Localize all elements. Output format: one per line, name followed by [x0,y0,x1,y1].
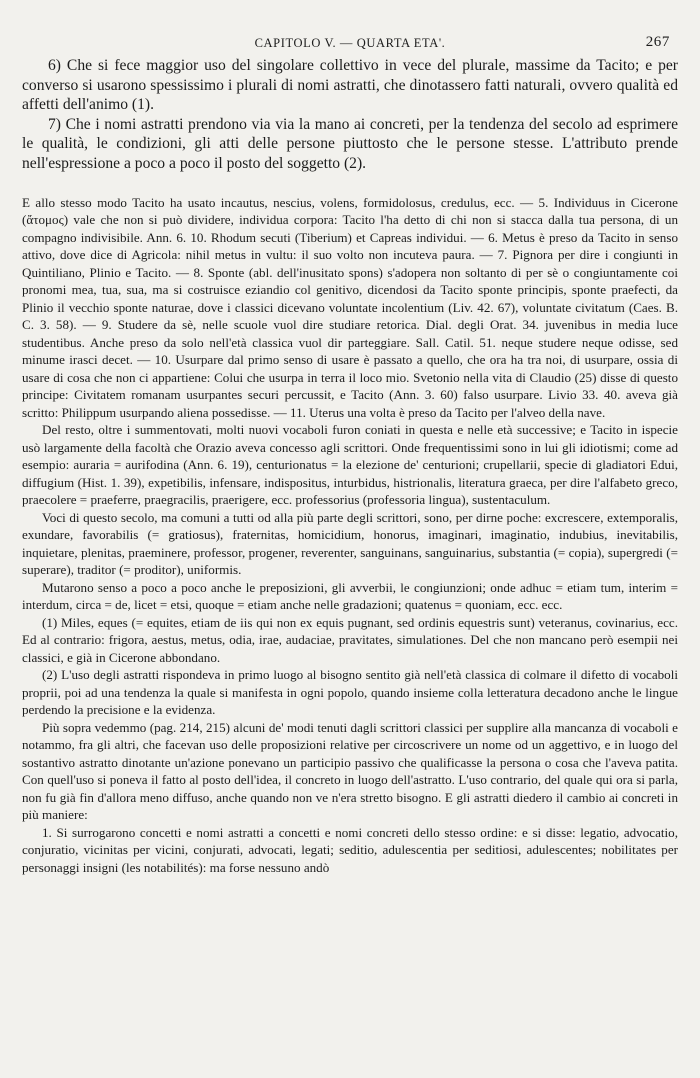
note-paragraph-common-words: Voci di questo secolo, ma comuni a tutti od alla più parte degli scrittori, sono, per dirne poche: excrescere, extemporalis, exundare, favorabilis (= gratiosus), fraternitas, homicidium, honorus, imaginari, imaginatio, indubius, inevitabilis, inquietare, plenitas, praeminere, professor, progener, reverenter, sanguinans, sanguinarius, substantia (= copia), supergredi (= superare), traditor (= proditor), uniformis. [22,509,678,578]
note-paragraph-prepositions: Mutarono senso a poco a poco anche le preposizioni, gli avverbii, le congiunzioni; onde adhuc = etiam tum, interim = interdum, circa = de, licet = etsi, quoque = etiam anche nelle gradazioni; quatenus = quoniam, ecc. ecc. [22,579,678,613]
paragraph-point-7: 7) Che i nomi astratti prendono via via la mano ai concreti, per la tendenza del secolo ad esprimere le qualità, le condizioni, gli atti delle persone piuttosto che le persone stesse. L'attributo prende nell'espressione a poco a poco il posto del soggetto (2). [22,115,678,172]
running-title: CAPITOLO V. — QUARTA ETA'. [254,36,446,50]
note-paragraph-continued: E allo stesso modo Tacito ha usato incautus, nescius, volens, formidolosus, credulus, ecc. — 5. Individuus in Cicerone (ἄτομος) vale che non si può dividere, individua corpora: Tacito l'ha detto di chi non si stacca dalla tua persona, di un compagno indivisibile. Ann. 6. 10. Rhodum secuti (Tiberium) et Capreas individui. — 6. Metus è preso da Tacito in senso attivo, dove dice di Agricola: nihil metus in vultu: il suo volto non incuteva paura. — 7. Pignora per dire i congiunti in Quintiliano, Plinio e Tacito. — 8. Sponte (abl. dell'inusitato spons) s'adopera non soltanto di per sè o congiuntamente coi pronomi mea, tua, sua, ma si costruisce eziandio col genitivo, dicendosi da Tacito sponte principis, sponte praefecti, da Plinio il vecchio sponte naturae, dove i classici dicevano voluntate incolentium (Liv. 42. 67), voluntate civitatum (Caes. B. C. 3. 58). — 9. Studere da sè, nelle scuole vuol dire studiare retorica. Dial. degli Orat. 34. juvenibus in media luce studentibus. Anche preso da solo nell'età classica vuol dir parteggiare. Sall. Catil. 51. neque studere neque odisse, sed minume irasci decet. — 10. Usurpare dal primo senso di usare è passato a quello, che ora ha tra noi, di usurpare, ossia di usare di cosa che non ci appartiene: Colui che usurpa in terra il loco mio. Svetonio nella vita di Claudio (25) disse di questo principe: Civitatem romanam usurpantes securi percussit, e Tacito (Ann. 3. 60) falso usurpare. Livio 33. 40. aveva già scritto: Philippum usurpando aliena possedisse. — 11. Uterus una volta è preso da Tacito per l'alveo della nave. [22,194,678,420]
section-gap [22,174,678,194]
running-head [22,34,678,56]
notes-text [22,194,678,877]
main-text [22,56,678,174]
footnote-2: (2) L'uso degli astratti rispondeva in primo luogo al bisogno sentito già nell'età classica di colmare il difetto di vocaboli proprii, poi ad una tendenza la quale si manifesta in ogni popolo, quando insieme colla letteratura decadono anche le lingue perdendo la precisione e la evidenza. [22,667,678,718]
page-number: 267 [645,34,670,50]
footnote-1: (1) Miles, eques (= equites, etiam de iis qui non ex equis pugnant, sed ordinis equestris sunt) veteranus, covinarius, ecc. Ed al contrario: frigora, aestus, metus, odia, irae, audaciae, pravitates, simulationes. Del che non mancano però esempii nei classici, e già in Cicerone abbondano. [22,614,678,665]
note-paragraph-neologisms: Del resto, oltre i summentovati, molti nuovi vocaboli furon coniati in questa e nelle età successive; e Tacito in ispecie usò largamente della facoltà che Orazio aveva concesso agli scrittori. Onde frequentissimi sono in lui gli idiotismi; come ad esempio: auraria = aurifodina (Ann. 6. 19), centurionatus = la elezione de' centurioni; crupellarii, specie di gladiatori Edui, diffugium (Hist. 1. 39), expetibilis, infensare, indispositus, inturbidus, histrionalis, literatura graeca, per dire l'alfabeto greco, praecolere = praeferre, praegracilis, praerigere, ecc. professorius (professoria lingua), sustentaculum. [22,422,678,508]
note-paragraph-list-1: 1. Si surrogarono concetti e nomi astratti a concetti e nomi concreti dello stesso ordine: e si disse: legatio, advocatio, conjuratio, vicinitas per vicini, conjurati, advocati, legati; seditio, adulescentia per seditiosi, adulescentes; nobilitates per personaggi insigni (les notabilités): ma forse nessuno andò [22,824,678,875]
paragraph-point-6: 6) Che si fece maggior uso del singolare collettivo in vece del plurale, massime da Tacito; e per converso si usarono spessissimo i plurali di nomi astratti, che dinotassero fatti naturali, ovvero qualità ed affetti dell'animo (1). [22,57,678,114]
note-paragraph-abstracts: Più sopra vedemmo (pag. 214, 215) alcuni de' modi tenuti dagli scrittori classici per supplire alla mancanza di vocaboli e notammo, fra gli altri, che facevan uso delle proposizioni relative per circoscrivere un nome od un aggettivo, e in luogo del sostantivo astratto dinotante un'azione ponevano un participio passivo che qualificasse la persona o cosa che l'aveva patita. Con quell'uso si poneva il fatto al posto dell'idea, il concreto in luogo dell'astratto. L'uso contrario, del quale qui ora si parla, non fu già fin d'allora meno diffuso, anche quando non ve n'era stretto bisogno. E gli astratti diedero il cambio ai concreti in più maniere: [22,719,678,823]
